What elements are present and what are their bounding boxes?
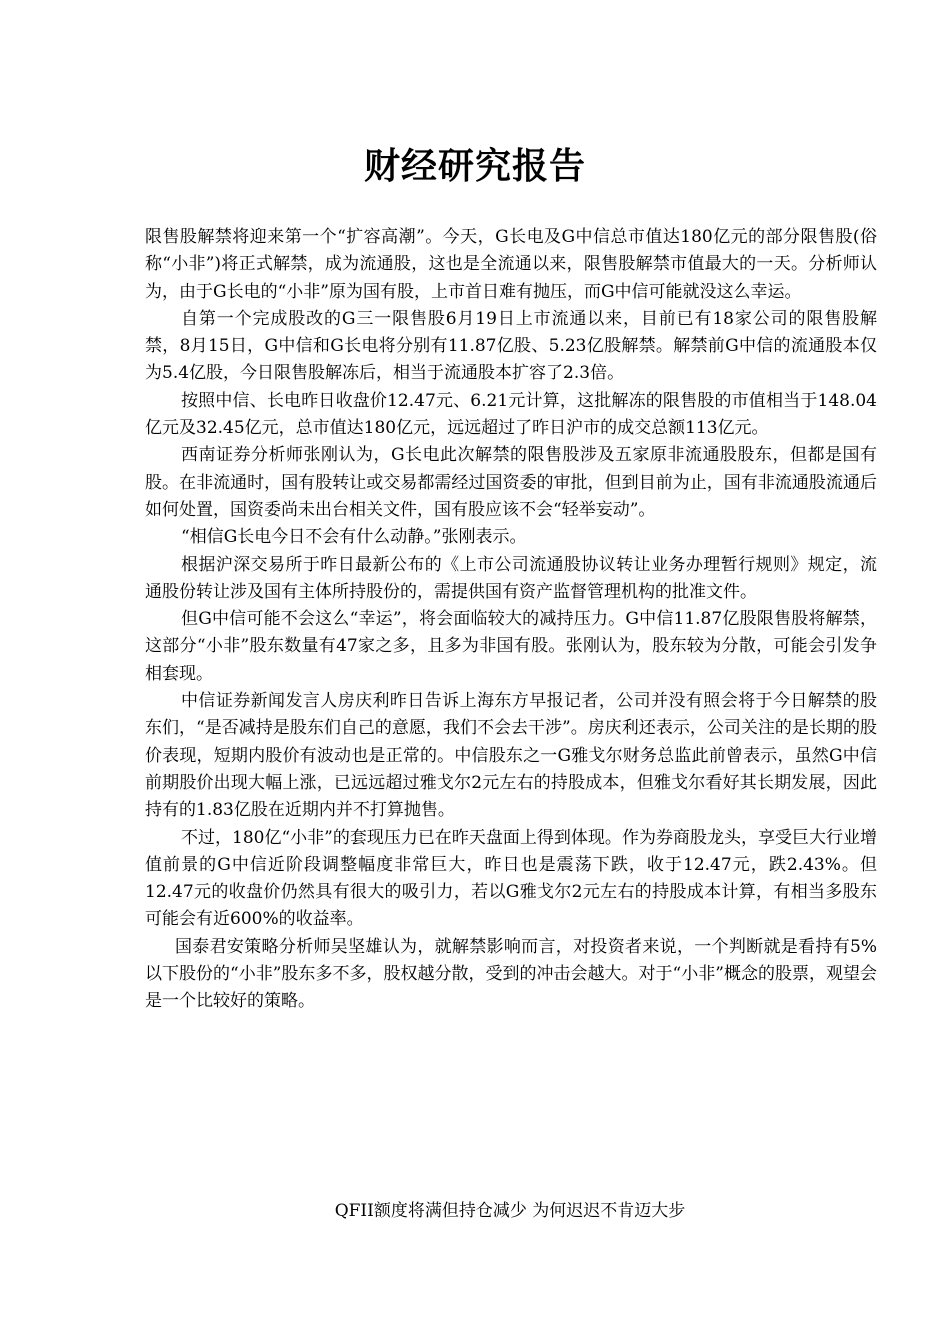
next-article-heading: QFII额度将满但持仓减少 为何迟迟不肯迈大步 — [334, 1201, 686, 1221]
document-body — [145, 224, 877, 1016]
document-title: 财经研究报告 — [363, 145, 586, 187]
paragraph-10: 国泰君安策略分析师吴坚雄认为，就解禁影响而言，对投资者来说，一个判断就是看持有5%以下股份的“小非”股东多不多，股权越分散，受到的冲击会越大。对于“小非”概念的股票，观望会是一个比较好的策略。 — [145, 936, 877, 1012]
paragraph-2: 自第一个完成股改的G三一限售股6月19日上市流通以来，目前已有18家公司的限售股解禁，8月15日，G中信和G长电将分别有11.87亿股、5.23亿股解禁。解禁前G中信的流通股本仅为5.4亿股，今日限售股解冻后，相当于流通股本扩容了2.3倍。 — [145, 308, 877, 384]
paragraph-5: “相信G长电今日不会有什么动静。”张刚表示。 — [181, 527, 527, 548]
paragraph-3: 按照中信、长电昨日收盘价12.47元、6.21元计算，这批解冻的限售股的市值相当于148.04亿元及32.45亿元，总市值达180亿元，远远超过了昨日沪市的成交总额113亿元。 — [145, 390, 877, 439]
paragraph-1: 限售股解禁将迎来第一个“扩容高潮”。今天，G长电及G中信总市值达180亿元的部分限售股(俗称“小非”)将正式解禁，成为流通股，这也是全流通以来，限售股解禁市值最大的一天。分析师认为，由于G长电的“小非”原为国有股，上市首日难有抛压，而G中信可能就没这么幸运。 — [145, 227, 877, 302]
paragraph-4: 西南证券分析师张刚认为，G长电此次解禁的限售股涉及五家原非流通股股东，但都是国有股。在非流通时，国有股转让或交易都需经过国资委的审批，但到目前为止，国有非流通股流通后如何处置，国资委尚未出台相关文件，国有股应该不会“轻举妄动”。 — [145, 445, 877, 520]
paragraph-6: 根据沪深交易所于昨日最新公布的《上市公司流通股协议转让业务办理暂行规则》规定，流通股份转让涉及国有主体所持股份的，需提供国有资产监督管理机构的批准文件。 — [145, 554, 877, 602]
paragraph-8: 中信证券新闻发言人房庆利昨日告诉上海东方早报记者，公司并没有照会将于今日解禁的股东们，“是否减持是股东们自己的意愿，我们不会去干涉”。房庆利还表示，公司关注的是长期的股价表现，短期内股价有波动也是正常的。中信股东之一G雅戈尔财务总监此前曾表示，虽然G中信前期股价出现大幅上涨，已远远超过雅戈尔2元左右的持股成本，但雅戈尔看好其长期发展，因此持有的1.83亿股在近期内并不打算抛售。 — [145, 691, 877, 821]
paragraph-9: 不过，180亿“小非”的套现压力已在昨天盘面上得到体现。作为券商股龙头，享受巨大行业增值前景的G中信近阶段调整幅度非常巨大，昨日也是震荡下跌，收于12.47元，跌2.43%。但12.47元的收盘价仍然具有很大的吸引力，若以G雅戈尔2元左右的持股成本计算，有相当多股东可能会有近600%的收益率。 — [145, 827, 877, 930]
paragraph-7: 但G中信可能不会这么“幸运”，将会面临较大的减持压力。G中信11.87亿股限售股将解禁，这部分“小非”股东数量有47家之多，且多为非国有股。张刚认为，股东较为分散，可能会引发争相套现。 — [145, 609, 877, 684]
